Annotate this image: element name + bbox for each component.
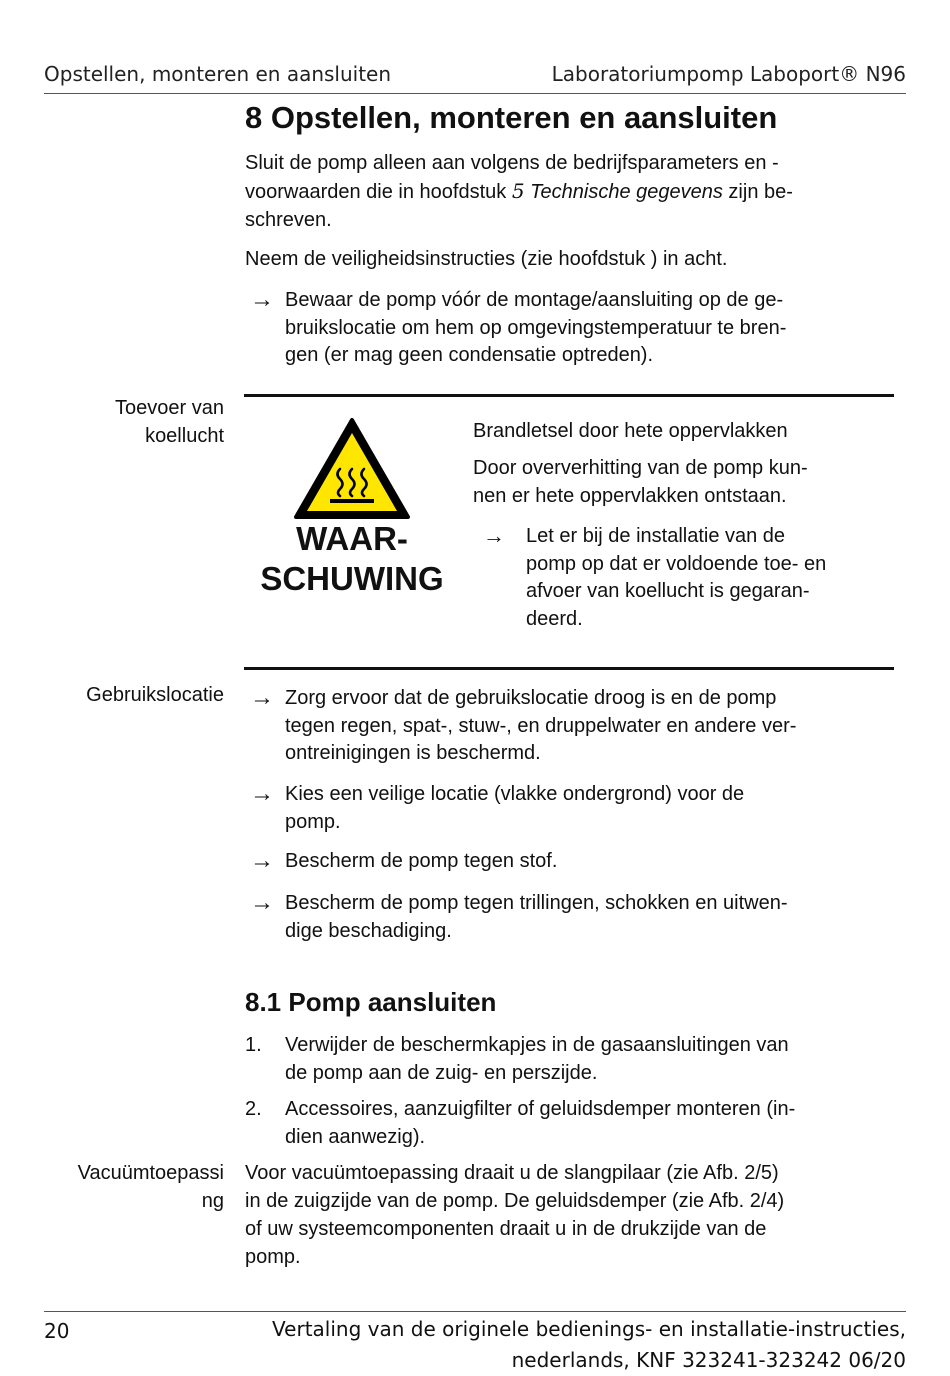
intro-text: schreven. (245, 209, 332, 231)
numbered-step (245, 1095, 905, 1151)
chapter-reference-title[interactable]: Technische gegevens (530, 181, 723, 203)
intro-paragraph (245, 149, 905, 234)
header-product-name: Laboratoriumpomp Laboport® N96 (551, 62, 906, 86)
numbered-step (245, 1031, 905, 1087)
header-section-title: Opstellen, monteren en aansluiten (44, 62, 392, 86)
safety-note: Neem de veiligheidsinstructies (zie hoofdstuk ) in acht. (245, 248, 728, 270)
chapter-title: 8 Opstellen, monteren en aansluiten (245, 100, 778, 135)
list-item (245, 781, 905, 836)
side-label-vacuum (78, 1159, 224, 1215)
arrow-icon: → (250, 780, 274, 807)
step-text: de pomp aan de zuig- en perszijde. (285, 1062, 598, 1084)
warning-top-rule (244, 394, 894, 397)
intro-text: zijn be- (722, 181, 793, 203)
side-label-text: Toevoer van (115, 397, 224, 419)
step-number: 1. (245, 1034, 262, 1056)
list-item (245, 848, 905, 876)
side-label-text: koellucht (145, 425, 224, 447)
arrow-icon: → (250, 889, 274, 916)
step-number: 2. (245, 1098, 262, 1120)
section-title: 8.1 Pomp aansluiten (245, 987, 497, 1017)
list-item-text: Bescherm de pomp tegen trillingen, schokken en uitwen- (285, 892, 788, 914)
footer-line: nederlands, KNF 323241-323242 06/20 (511, 1348, 906, 1372)
list-item (245, 890, 905, 945)
vacuum-text: pomp. (245, 1246, 301, 1268)
warning-heading: Brandletsel door hete oppervlakken (473, 420, 788, 442)
warning-bottom-rule (244, 667, 894, 670)
arrow-icon: → (250, 684, 274, 711)
page-header (44, 60, 906, 94)
list-item-text: Kies een veilige locatie (vlakke ondergrond) voor de (285, 783, 745, 805)
vacuum-paragraph (245, 1159, 915, 1271)
list-item-text: gen (er mag geen condensatie optreden). (285, 344, 654, 366)
step-text: Accessoires, aanzuigfilter of geluidsdemper monteren (in- (285, 1098, 796, 1120)
warning-action-line: Let er bij de installatie van de (526, 525, 786, 547)
warning-action-line: afvoer van koellucht is gegaran- (526, 580, 810, 602)
vacuum-text: of uw systeemcomponenten draait u in de drukzijde van de (245, 1218, 767, 1240)
page-number: 20 (44, 1319, 70, 1343)
list-item-text: dige beschadiging. (285, 919, 452, 942)
warning-action-line: deerd. (526, 607, 583, 630)
list-item-text: pomp. (285, 810, 341, 833)
warning-body (473, 454, 888, 510)
signal-word-line: SCHUWING (260, 560, 444, 597)
side-label-cooling-air (115, 394, 224, 450)
list-item (245, 287, 905, 370)
warning-body-line: nen er hete oppervlakken ontstaan. (473, 485, 787, 507)
chapter-reference-number[interactable]: 5 (511, 179, 525, 203)
list-item-text: tegen regen, spat-, stuw-, en druppelwater en andere ver- (285, 714, 797, 737)
page-footer (44, 1311, 906, 1372)
arrow-icon: → (250, 286, 274, 313)
list-item-text: Bewaar de pomp vóór de montage/aansluiting op de ge- (285, 289, 784, 311)
vacuum-text: in de zuigzijde van de pomp. De geluidsdemper (zie Afb. 2/4) (245, 1190, 785, 1212)
list-item-text: Zorg ervoor dat de gebruikslocatie droog is en de pomp (285, 687, 777, 709)
warning-body-line: Door oververhitting van de pomp kun- (473, 457, 808, 479)
list-item-text: bruikslocatie om hem op omgevingstemperatuur te bren- (285, 316, 787, 339)
intro-text: Sluit de pomp alleen aan volgens de bedrijfsparameters en - (245, 152, 779, 174)
arrow-icon: → (250, 847, 274, 874)
warning-action (473, 523, 888, 633)
step-text: dien aanwezig). (285, 1126, 426, 1148)
signal-word-line: WAAR- (296, 520, 408, 557)
footer-document-info (206, 1314, 906, 1376)
hot-surface-warning-icon (293, 417, 411, 521)
intro-text: voorwaarden die in hoofdstuk (245, 181, 512, 203)
vacuum-text: Voor vacuümtoepassing draait u de slangpilaar (zie Afb. 2/5) (245, 1162, 779, 1184)
list-item-text: ontreinigingen is beschermd. (285, 742, 541, 764)
footer-line: Vertaling van de originele bedienings- en installatie-instructies, (272, 1317, 906, 1341)
step-text: Verwijder de beschermkapjes in de gasaansluitingen van (285, 1034, 789, 1056)
arrow-icon: → (483, 523, 505, 548)
list-item (245, 685, 905, 768)
warning-signal-word (240, 519, 464, 599)
side-label-text: Vacuümtoepassi (77, 1162, 224, 1184)
list-item-text: Bescherm de pomp tegen stof. (285, 850, 558, 872)
side-label-text: ng (201, 1190, 224, 1212)
side-label-location: Gebruikslocatie (86, 684, 224, 706)
warning-action-line: pomp op dat er voldoende toe- en (526, 552, 827, 575)
